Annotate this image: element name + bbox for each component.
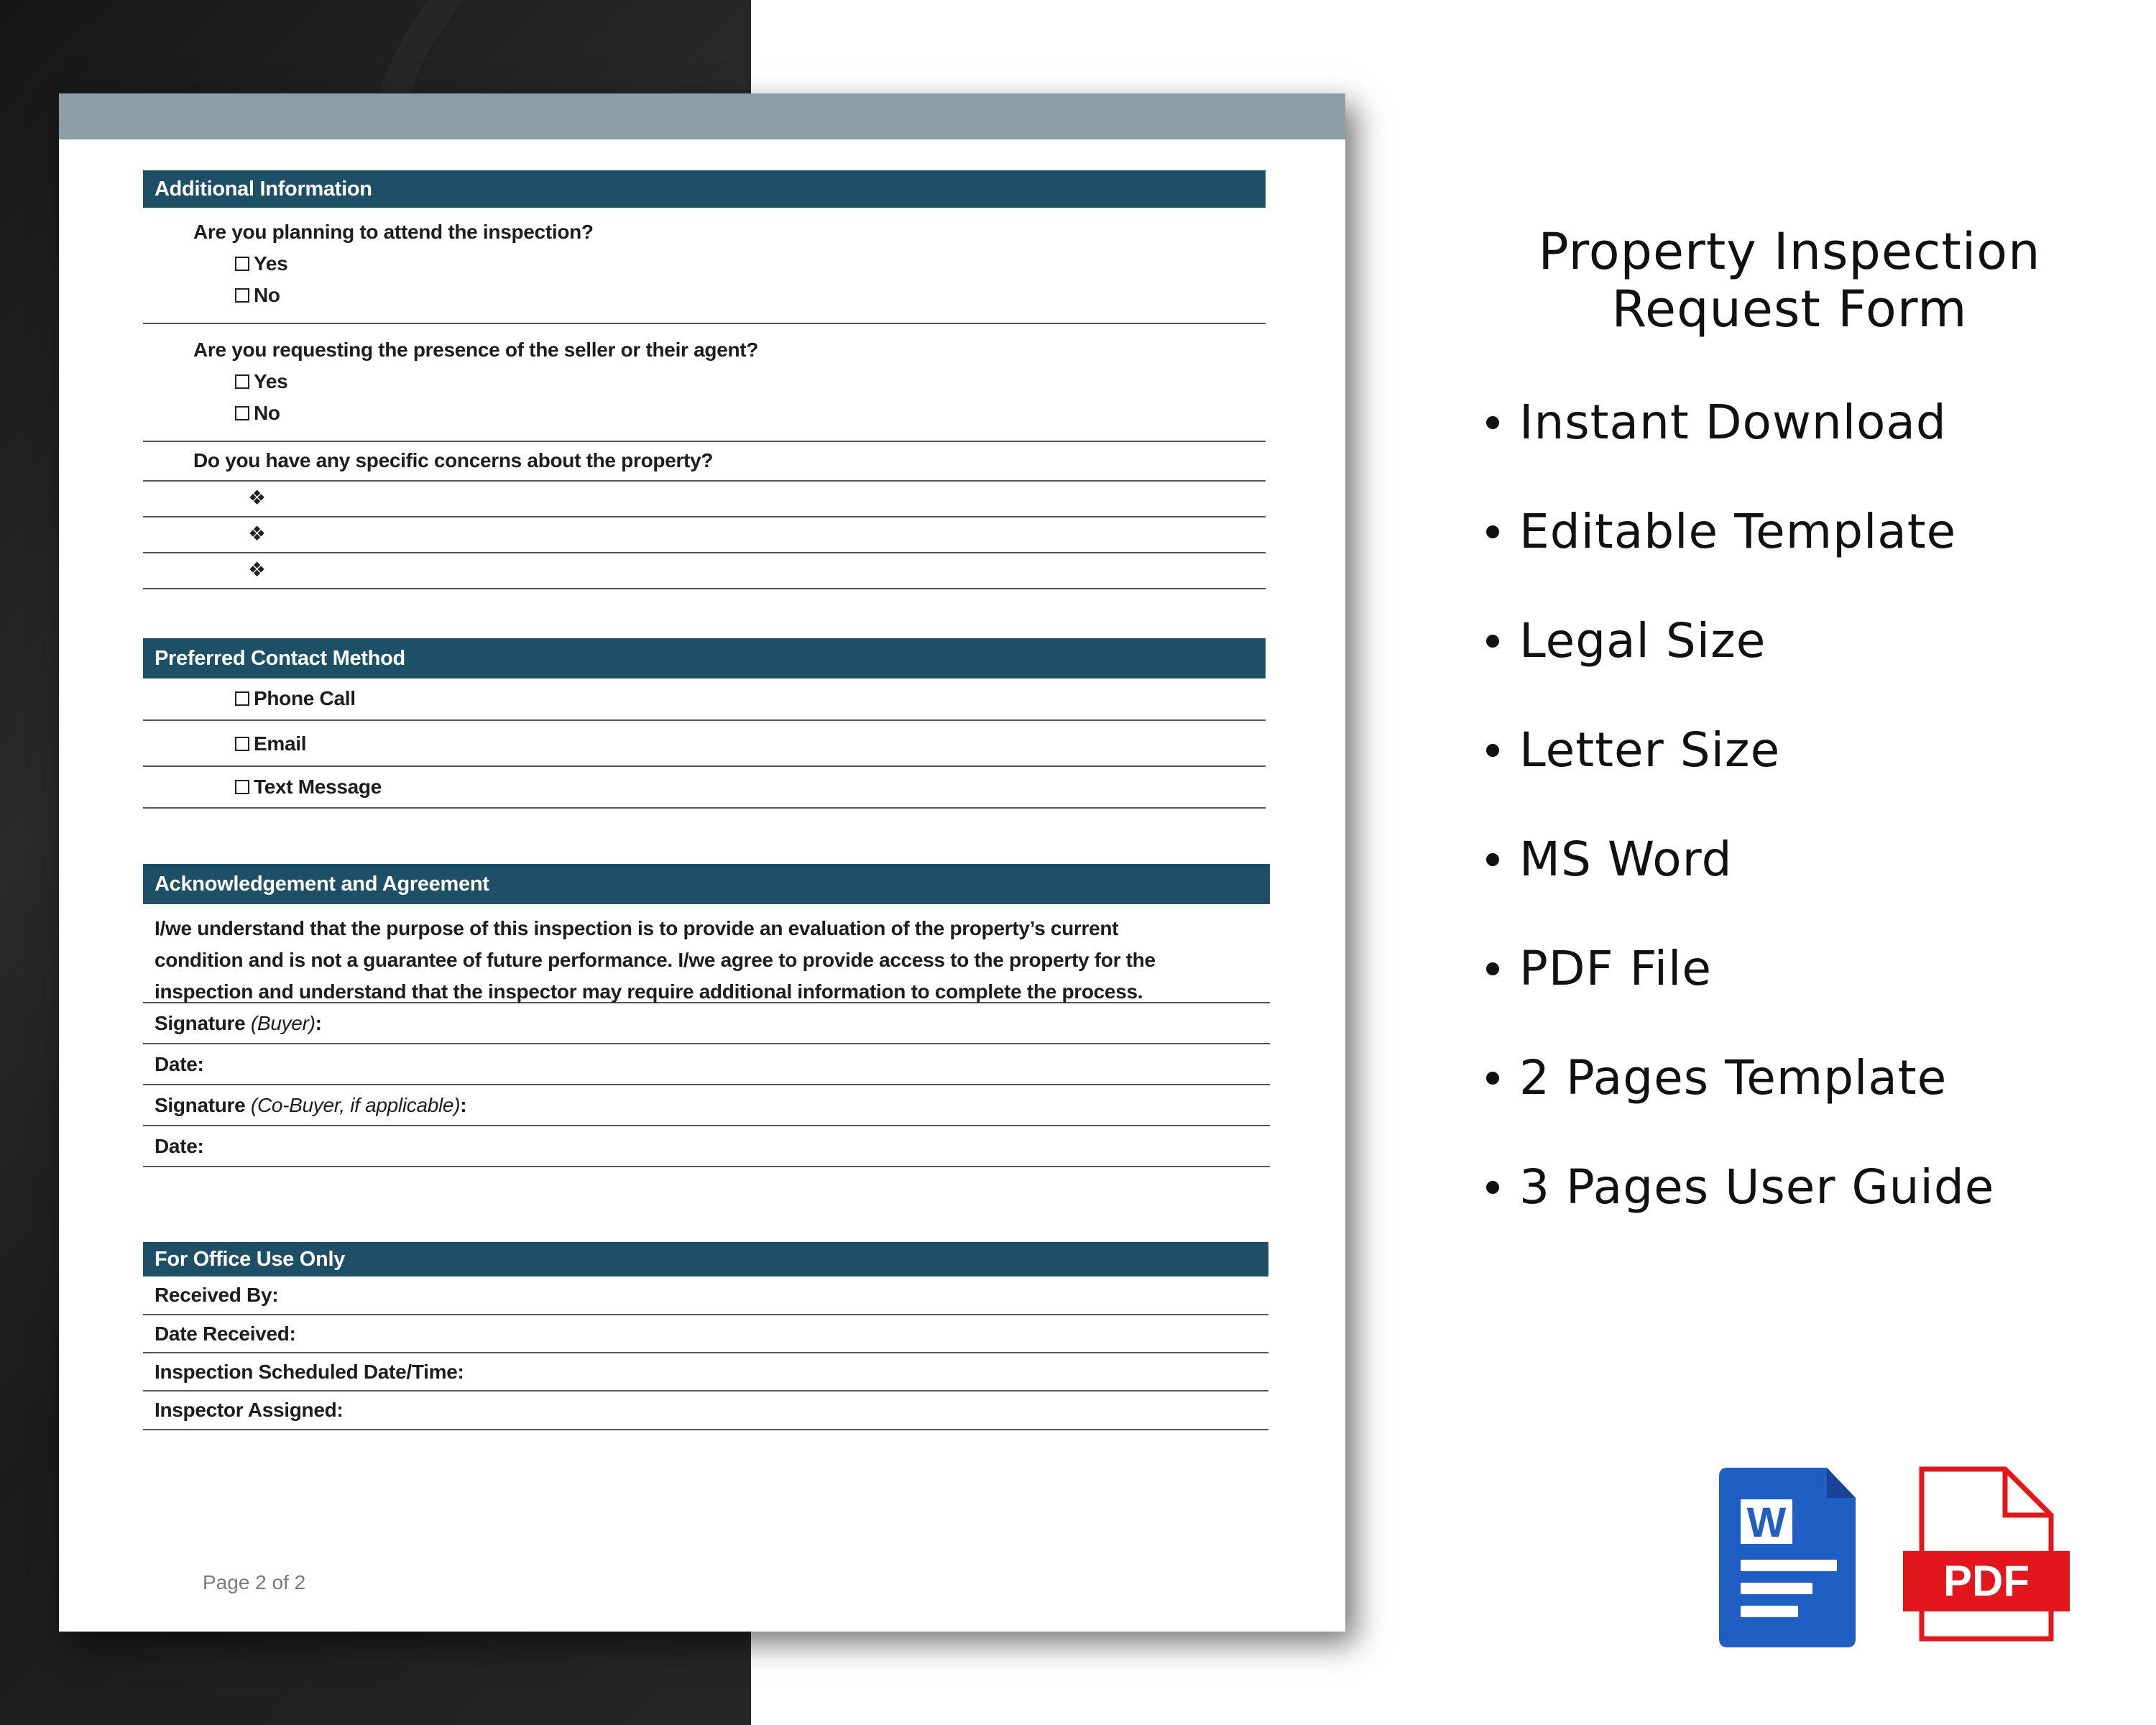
section-header: Additional Information: [143, 170, 1266, 208]
diamond-bullet-icon: ❖: [248, 523, 267, 545]
pdf-file-icon: [1903, 1466, 2070, 1645]
form-page: [59, 93, 1345, 1632]
section-acknowledgement: [143, 864, 1270, 1167]
acknowledgement-text: I/we understand that the purpose of this inspection is to provide an evaluation of the property’s current condition and is not a guarantee of future performance. I/we agree to provide access to the property for the inspection and understand that the inspector may require additional information to complete the process.: [143, 904, 1270, 1003]
feature-item: MS Word: [1480, 831, 2127, 940]
question-concerns-row: [143, 442, 1266, 482]
section-header: For Office Use Only: [143, 1242, 1268, 1276]
bullet-icon: [1486, 635, 1499, 648]
contact-option-text[interactable]: Text Message: [143, 767, 1266, 809]
concern-line-1[interactable]: [143, 482, 1266, 518]
concern-line-2[interactable]: [143, 518, 1266, 553]
feature-item: Instant Download: [1480, 394, 2127, 503]
page-header-bar: [59, 93, 1345, 139]
checkbox-icon[interactable]: [235, 406, 249, 420]
office-received-by[interactable]: Received By:: [143, 1276, 1268, 1315]
date-field-1[interactable]: Date:: [143, 1044, 1270, 1085]
section-preferred-contact: [143, 638, 1266, 809]
bullet-icon: [1486, 525, 1499, 538]
option-seller-no[interactable]: No: [235, 402, 280, 425]
section-header: Preferred Contact Method: [143, 638, 1266, 678]
feature-item: Letter Size: [1480, 722, 2127, 831]
contact-option-phone[interactable]: Phone Call: [143, 678, 1266, 721]
bullet-icon: [1486, 744, 1499, 757]
section-additional-information: [143, 170, 1266, 589]
concern-line-3[interactable]: [143, 553, 1266, 589]
bullet-icon: [1486, 1072, 1499, 1085]
product-title: Property Inspection Request Form: [1538, 222, 2041, 339]
question-concerns: Do you have any specific concerns about the property?: [193, 449, 714, 472]
diamond-bullet-icon: ❖: [248, 487, 267, 509]
option-seller-yes[interactable]: Yes: [235, 370, 287, 393]
office-inspector-assigned[interactable]: Inspector Assigned:: [143, 1392, 1268, 1430]
diamond-bullet-icon: ❖: [248, 558, 267, 581]
option-attend-yes[interactable]: Yes: [235, 252, 287, 275]
checkbox-icon[interactable]: [235, 737, 249, 751]
checkbox-icon[interactable]: [235, 374, 249, 389]
contact-option-email[interactable]: Email: [143, 721, 1266, 767]
feature-list: [1480, 394, 2127, 1268]
checkbox-icon[interactable]: [235, 780, 249, 794]
question-seller-presence: Are you requesting the presence of the seller or their agent?: [193, 339, 759, 361]
checkbox-icon[interactable]: [235, 288, 249, 303]
checkbox-icon[interactable]: [235, 691, 249, 706]
feature-item: PDF File: [1480, 940, 2127, 1049]
bullet-icon: [1486, 416, 1499, 429]
question-attend: Are you planning to attend the inspection?: [193, 221, 594, 243]
feature-item: 2 Pages Template: [1480, 1049, 2127, 1159]
feature-item: Legal Size: [1480, 612, 2127, 722]
date-field-2[interactable]: Date:: [143, 1126, 1270, 1167]
section-header: Acknowledgement and Agreement: [143, 864, 1270, 904]
bullet-icon: [1486, 962, 1499, 975]
checkbox-icon[interactable]: [235, 257, 249, 271]
question-attend-block: [143, 208, 1266, 324]
bullet-icon: [1486, 1181, 1499, 1194]
option-attend-no[interactable]: No: [235, 284, 280, 307]
section-office-use: [143, 1242, 1268, 1430]
ms-word-icon: [1719, 1468, 1856, 1651]
signature-cobuyer-field[interactable]: Signature (Co-Buyer, if applicable):: [143, 1085, 1270, 1126]
bullet-icon: [1486, 853, 1499, 866]
office-date-received[interactable]: Date Received:: [143, 1315, 1268, 1353]
question-seller-block: [143, 324, 1266, 442]
feature-item: Editable Template: [1480, 503, 2127, 612]
office-inspection-scheduled[interactable]: Inspection Scheduled Date/Time:: [143, 1353, 1268, 1392]
svg-text:PDF: PDF: [1943, 1557, 2030, 1605]
page-number: Page 2 of 2: [203, 1571, 306, 1593]
signature-buyer-field[interactable]: Signature (Buyer):: [143, 1003, 1270, 1044]
svg-text:W: W: [1746, 1499, 1787, 1546]
feature-item: 3 Pages User Guide: [1480, 1159, 2127, 1268]
